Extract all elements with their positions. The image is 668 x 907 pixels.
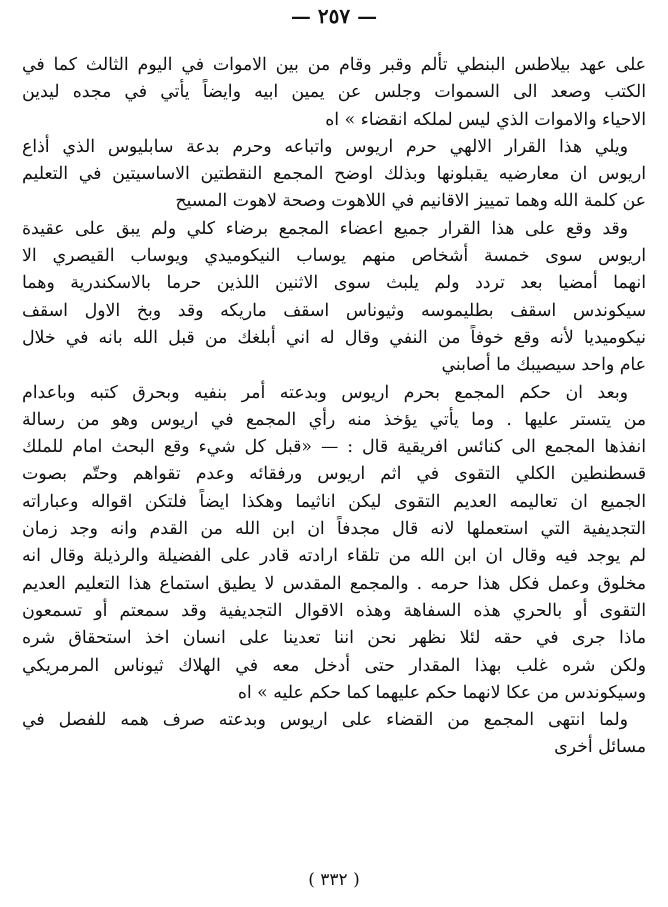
text-line: انفذها المجمع الى كنائس افريقية قال : — «قبل كل شيء وقع البحث امام للملك [22,437,646,458]
text-line: من يتستر عليها . وما يأتي يؤخذ منه رأي المجمع في اريوس وهو من رسالة [22,409,646,430]
text-line: التقوى أو بالحري هذه السفاهة وهذه الاقوال التجديفية وقد سمعتم أو تسمعون [22,600,646,621]
text-line: لم يوجد فيه وقال ان ابن الله من تلقاء ارادته قادر على الفضيلة والرذيلة وقال انه [22,546,646,567]
text-line: وسيكوندس من عكا لانهما حكم عليهما كما حكم عليه » اه [237,682,646,703]
text-line: اريوس سوى خمسة أشخاص منهم يوساب النيكوميدي ويوساب القيصري الا [22,246,646,267]
page-footer-number: ( ٣٣٢ ) [308,870,360,890]
text-line: التجديفية التي استعملها لانه قال مجدفاً ان ابن الله من القدم وانه وجد زمان [22,519,646,540]
text-line: الاحياء والاموات الذي ليس لملكه انقضاء » اه [325,109,646,130]
text-line: قسطنطين الكلي التقوى في اثم اريوس ورفقائه وعدم تقواهم وحتّم بصوت [22,464,646,485]
document-page [22,0,646,907]
text-line: الكتب وصعد الى السموات وجلس عن يمين ابيه وايضاً يأتي في مجده ليدين [22,82,646,103]
text-line: نيكوميديا لأنه وقع خوفاً من النفي وقال له اني أبلغك من قبل الله بانه في خلال [22,327,646,348]
text-line: ماذا جرى في حقه لئلا نظهر نحن اننا تعدينا على انسان اخذ استحقاق شره [22,628,646,649]
text-line: عام واحد سيصيبك ما أصابني [441,355,646,376]
text-line: ويلي هذا القرار الالهي حرم اريوس واتباعه وحرم بدعة سابليوس الذي أذاع [22,136,628,157]
text-line: الجميع ان تعاليمه العديم التقوى ليكن اناثيما وهكذا ايضاً فلتكن اقواله وعباراته [22,491,646,512]
page-header-number: — ٢٥٧ — [290,4,378,28]
text-line: اريوس ان معارضيه يقبلونها وبذلك اوضح المجمع النقطتين الاساسيتين في التعليم [22,164,646,185]
page-body [22,52,646,762]
text-line: ولما انتهى المجمع من القضاء على اريوس وبدعته صرف همه للفصل في [22,710,628,731]
paragraph-1 [22,52,646,134]
text-line: وبعد ان حكم المجمع بحرم اريوس وبدعته أمر بنفيه وبحرق كتبه وباعدام [22,382,628,403]
text-line: وقد وقع على هذا القرار جميع اعضاء المجمع برضاء كلي ولم يبق على عقيدة [22,218,628,239]
paragraph-5 [22,707,646,762]
text-line: ولكن شره غلب بهذا المقدار حتى أدخل معه في الهلاك ثيوناس المرمريكي [22,655,646,676]
text-line: على عهد بيلاطس البنطي تألم وقبر وقام من بين الاموات في اليوم الثالث كما في [22,55,646,75]
text-line: مسائل أخرى [554,737,646,758]
paragraph-4 [22,380,646,708]
paragraph-3 [22,216,646,380]
paragraph-2 [22,134,646,216]
text-line: انهما أمضيا بعد تردد ولم يلبث سوى الاثنين اللذين حرما بالاسكندرية وهما [22,273,646,294]
text-line: مخلوق وعمل فكل هذا حرمه . والمجمع المقدس لا يطيق استماع هذا التعليم العديم [22,573,646,594]
text-line: سيكوندس اسقف بطليموسه وثيوناس اسقف ماريكه وقد وبخ الاول اسقف [22,300,646,321]
text-line: عن كلمة الله وهما تمييز الاقانيم في اللاهوت وصحة لاهوت المسيح [175,191,646,212]
